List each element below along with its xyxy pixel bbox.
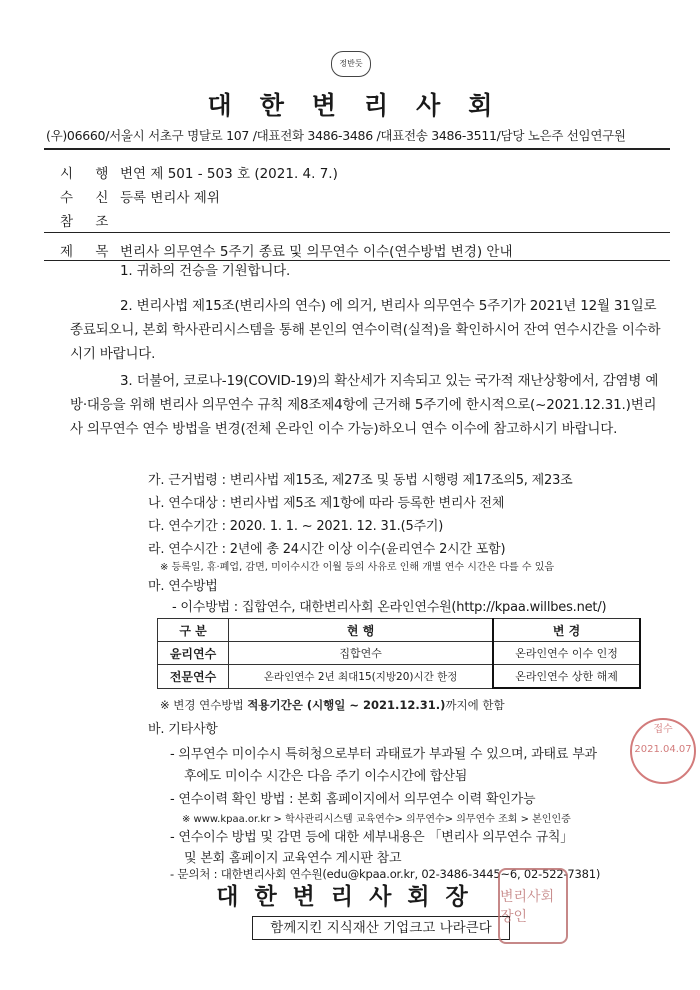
subject-label: 제 목 — [60, 244, 118, 260]
contact-line: (우)06660/서울시 서초구 명달로 107 /대표전화 3486-3486 /대표전송 3486-3511/담당 노은주 선임연구원 — [46, 128, 626, 143]
etc-bullet-2: - 연수이력 확인 방법 : 본회 홈페이지에서 의무연수 이력 확인가능 — [170, 792, 536, 807]
etc-bullet-1-line-1: - 의무연수 미이수시 특허청으로부터 과태료가 부과될 수 있으며, 과태료 부과 — [170, 747, 597, 762]
doc-number-value: 변연 제 501 - 503 호 (2021. 4. 7.) — [120, 166, 338, 182]
table-note-suffix: 까지에 한함 — [445, 698, 505, 712]
etc-bullet-4: - 문의처 : 대한변리사회 연수원(edu@kpaa.or.kr, 02-3486-3445~6, 02-522-7381) — [170, 867, 601, 881]
meta-divider — [44, 232, 670, 233]
org-logo: 정반듯 — [331, 51, 371, 77]
method-comparison-table — [157, 618, 641, 689]
header-divider — [44, 148, 670, 150]
etc-bullet-3-line-1: - 연수이수 방법 및 감면 등에 대한 세부내용은 「변리사 의무연수 규칙」 — [170, 830, 574, 845]
table-row — [158, 642, 641, 665]
doc-number-label: 시 행 — [60, 166, 118, 182]
header-current: 현 행 — [229, 619, 494, 642]
received-stamp: 접수 2021.04.07 — [630, 718, 696, 784]
table-note-bold: 적용기간은 (시행일 ~ 2021.12.31.) — [247, 698, 446, 712]
row-current: 집합연수 — [229, 642, 494, 665]
item-target: 나. 연수대상 : 변리사법 제5조 제1항에 따라 등록한 변리사 전체 — [148, 496, 505, 511]
signature-line: 대한변리사회장 — [216, 884, 484, 910]
reference-label: 참 조 — [60, 214, 118, 230]
hours-note: ※ 등록일, 휴·폐업, 감면, 미이수시간 이월 등의 사유로 인해 개별 연수 시간은 다를 수 있음 — [160, 562, 555, 573]
item-legal-basis: 가. 근거법령 : 변리사법 제15조, 제27조 및 동법 시행령 제17조의5, 제23조 — [148, 473, 573, 488]
row-changed: 온라인연수 상한 해제 — [493, 665, 640, 689]
table-note — [160, 697, 505, 713]
item-method: 마. 연수방법 — [148, 579, 218, 594]
org-title: 대한변리사회 — [207, 91, 521, 120]
table-header-row — [158, 619, 641, 642]
subject-value: 변리사 의무연수 5주기 종료 및 의무연수 이수(연수방법 변경) 안내 — [120, 244, 513, 260]
table-row — [158, 665, 641, 689]
row-changed: 온라인연수 이수 인정 — [493, 642, 640, 665]
etc-title: 바. 기타사항 — [148, 722, 218, 737]
row-label: 전문연수 — [158, 665, 229, 689]
slogan-box: 함께지킨 지식재산 기업크고 나라큰다 — [252, 916, 510, 940]
item-period: 다. 연수기간 : 2020. 1. 1. ~ 2021. 12. 31.(5주기) — [148, 519, 444, 534]
etc-bullet-1-line-2: 후에도 미이수 시간은 다음 주기 이수시간에 합산됨 — [184, 769, 468, 784]
row-label: 윤리연수 — [158, 642, 229, 665]
etc-bullet-3-line-2: 및 본회 홈페이지 교육연수 게시판 참고 — [184, 851, 402, 866]
paragraph-2: 2. 변리사법 제15조(변리사의 연수) 에 의거, 변리사 의무연수 5주기가 2021년 12월 31일로 종료되오니, 본회 학사관리시스템을 통해 본인의 연수이력(실적)을 확인하시어 잔여 연수시간을 이수하시기 바랍니다. — [70, 298, 661, 362]
recipient-label: 수 신 — [60, 190, 118, 206]
etc-bullet-2-note: ※ www.kpaa.or.kr > 학사관리시스템 교육연수> 의무연수> 의무연수 조회 > 본인인증 — [182, 814, 571, 825]
header-category: 구 분 — [158, 619, 229, 642]
method-detail: - 이수방법 : 집합연수, 대한변리사회 온라인연수원(http://kpaa.willbes.net/) — [172, 600, 607, 615]
paragraph-1: 1. 귀하의 건승을 기원합니다. — [120, 263, 291, 279]
table-note-prefix: ※ 변경 연수방법 — [160, 698, 248, 712]
header-changed: 변 경 — [493, 619, 640, 642]
row-current: 온라인연수 2년 최대15(지방20)시간 한정 — [229, 665, 494, 689]
paragraph-3: 3. 더불어, 코로나-19(COVID-19)의 확산세가 지속되고 있는 국가적 재난상황에서, 감염병 예방·대응을 위해 변리사 의무연수 규칙 제8조제4항에 근거해 5주기에 한시적으로(~2021.12.31.)변리사 의무연수 연수 방법을 변경(전체 온라인 이수 가능)하오니 연수 이수에 참고하시기 바랍니다. — [70, 373, 659, 437]
official-seal: 변리사회장인 — [498, 868, 568, 944]
recipient-value: 등록 변리사 제위 — [120, 190, 220, 206]
item-hours: 라. 연수시간 : 2년에 총 24시간 이상 이수(윤리연수 2시간 포함) — [148, 542, 506, 557]
